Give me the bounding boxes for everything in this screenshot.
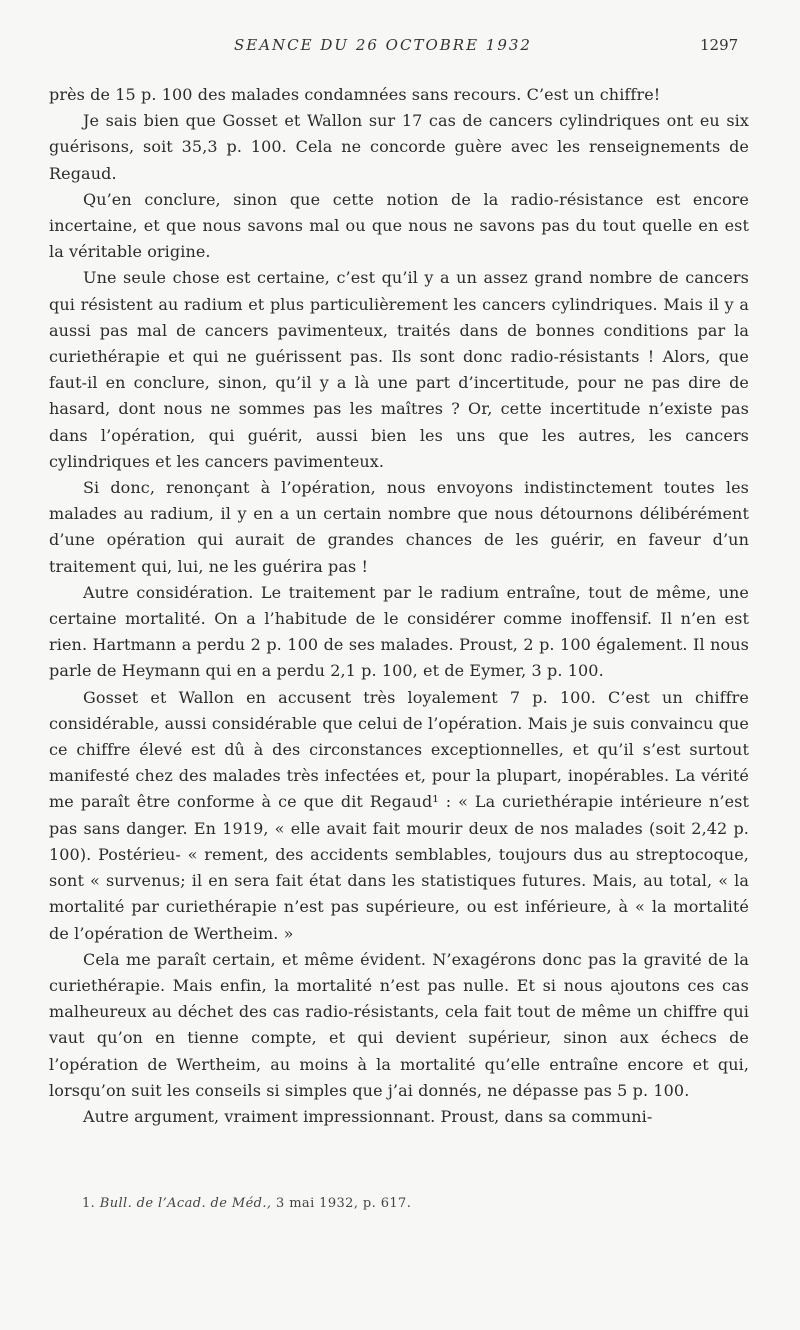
running-head-title: SEANCE DU 26 OCTOBRE 1932 (234, 36, 532, 54)
paragraph-3: Qu’en conclure, sinon que cette notion de la radio-résistance est encore incertaine, et que nous savons mal ou que nous ne savons pas du tout quelle en est la véritable origine. (49, 189, 749, 262)
paragraph-6: Autre considération. Le traitement par le radium entraîne, tout de même, une certaine mortalité. On a l’habitude de le considérer comme inoffensif. Il n’en est rien. Hartmann a perdu 2 p. 100 de ses malades. Proust, 2 p. 100 également. Il nous parle de Heymann qui en a perdu 2,1 p. 100, et de Eymer, 3 p. 100. (49, 582, 749, 681)
footnote-number: 1. (82, 1196, 96, 1211)
running-head (0, 32, 800, 60)
paragraph-7: Gosset et Wallon en accusent très loyalement 7 p. 100. C’est un chiffre considérable, aussi considérable que celui de l’opération. Mais je suis convaincu que ce chiffre élevé est dû à des circonstances exceptionnelles, et qu’il s’est surtout manifesté chez des malades très infectées et, pour la plupart, inopérables. La vérité me paraît être conforme à ce que dit Regaud¹ : « La curiethérapie intérieure n’est pas sans danger. En 1919, « elle avait fait mourir deux de nos malades (soit 2,42 p. 100). Postérieu- « rement, des accidents semblables, toujours dus au streptocoque, sont « survenus; il en sera fait état dans les statistiques futures. Mais, au total, « la mortalité par curiethérapie n’est pas supérieure, ou est inférieure, à « la mortalité de l’opération de Wertheim. » (49, 687, 749, 943)
paragraph-4: Une seule chose est certaine, c’est qu’il y a un assez grand nombre de cancers qui résistent au radium et plus particulièrement les cancers cylindriques. Mais il y a aussi pas mal de cancers pavimenteux, traités dans de bonnes conditions par la curiethérapie et qui ne guérissent pas. Ils sont donc radio-résistants ! Alors, que faut-il en conclure, sinon, qu’il y a là une part d’incertitude, pour ne pas dire de hasard, dont nous ne sommes pas les maîtres ? Or, cette incertitude n’existe pas dans l’opération, qui guérit, aussi bien les uns que les autres, les cancers cylindriques et les cancers pavimenteux. (49, 268, 749, 471)
paragraph-2: Je sais bien que Gosset et Wallon sur 17 cas de cancers cylindriques ont eu six guérisons, soit 35,3 p. 100. Cela ne concorde guère avec les renseignements de Regaud. (49, 111, 749, 183)
footnote-detail: 3 mai 1932, p. 617. (276, 1196, 412, 1211)
footnote (82, 1196, 411, 1211)
paragraph-8: Cela me paraît certain, et même évident. N’exagérons donc pas la gravité de la curiethérapie. Mais enfin, la mortalité n’est pas nulle. Et si nous ajoutons ces cas malheureux au déchet des cas radio-résistants, cela fait tout de même un chiffre qui vaut qu’on en tienne compte, et qui devient supérieur, sinon aux échecs de l’opération de Wertheim, au moins à la mortalité qu’elle entraîne encore et qui, lorsqu’on suit les conseils si simples que j’ai donnés, ne dépasse pas 5 p. 100. (49, 949, 749, 1100)
page-number: 1297 (700, 36, 739, 54)
paragraph-1: près de 15 p. 100 des malades condamnées sans recours. C’est un chiffre! (49, 85, 661, 104)
main-text (49, 82, 749, 1130)
paragraph-5: Si donc, renonçant à l’opération, nous envoyons indistinctement toutes les malades au radium, il y en a un certain nombre que nous détournons délibérément d’une opération qui aurait de grandes chances de les guérir, en faveur d’un traitement qui, lui, ne les guérira pas ! (49, 478, 749, 576)
footnote-journal: Bull. de l’Acad. de Méd., (99, 1196, 272, 1211)
paragraph-9: Autre argument, vraiment impressionnant. Proust, dans sa communi- (83, 1106, 653, 1126)
